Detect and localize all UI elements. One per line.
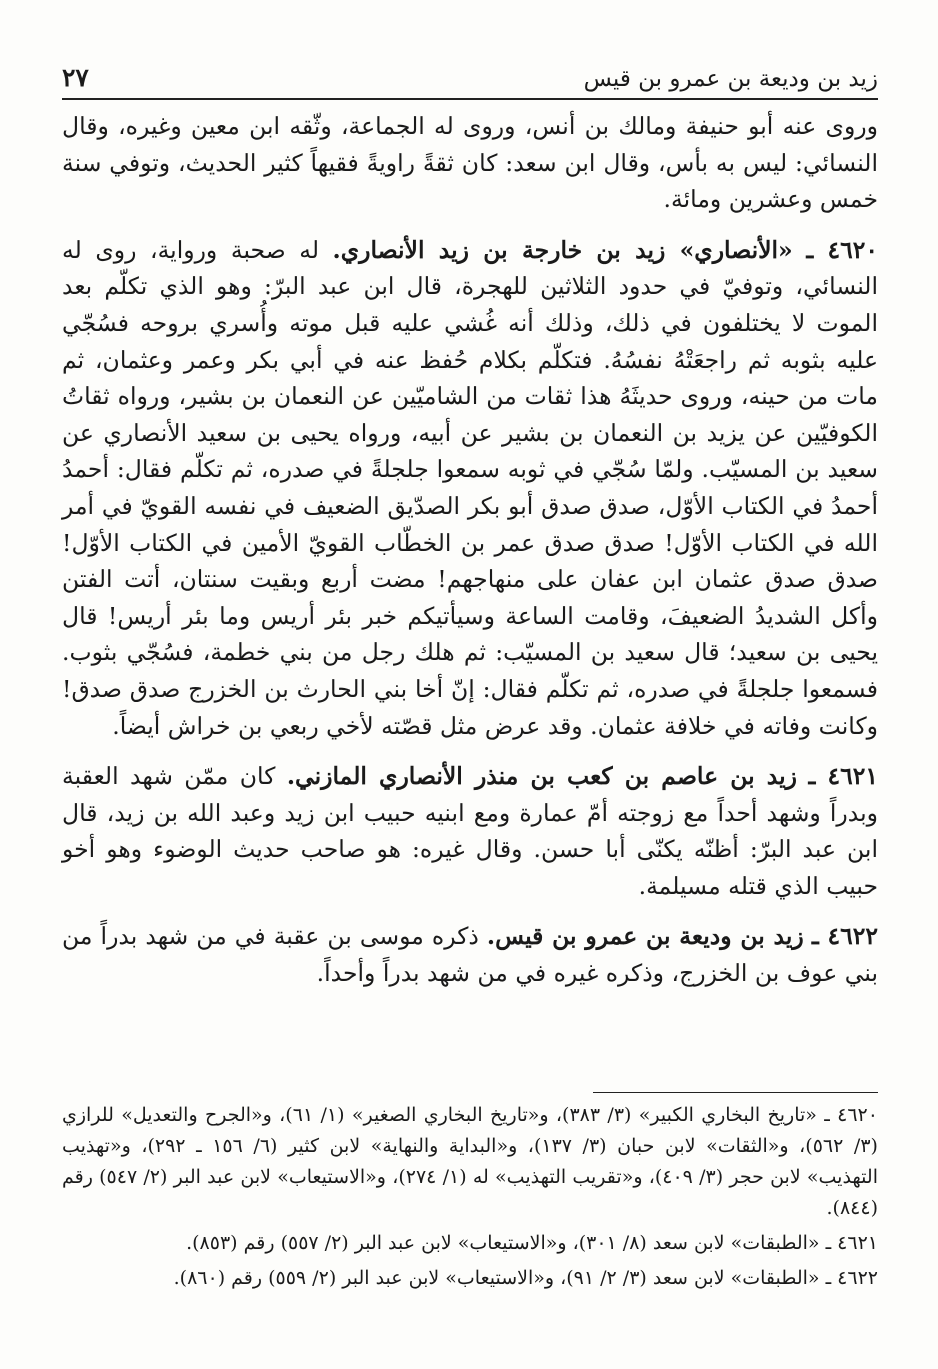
page-header [62, 52, 878, 100]
continuation-paragraph: وروى عنه أبو حنيفة ومالك بن أنس، وروى له الجماعة، وثّقه ابن معين وغيره، وقال النسائي: ليس به بأس، وقال ابن سعد: كان ثقةً راويةً فقيهاً كثير الحديث، وتوفي سنة خمس وعشرين ومائة. [62, 112, 878, 214]
footnote-4620: ٤٦٢٠ ـ «تاريخ البخاري الكبير» (٣/ ٣٨٣)، و«تاريخ البخاري الصغير» (١/ ٦١)، و«الجرح والتعديل» للرازي (٣/ ٥٦٢)، و«الثقات» لابن حبان (٣/ ١٣٧)، و«البداية والنهاية» لابن كثير (٦/ ١٥٦ ـ ٢٩٢)، و«تهذيب التهذيب» لابن حجر (٣/ ٤٠٩)، و«تقريب التهذيب» له (١/ ٢٧٤)، و«الاستيعاب» لابن عبد البر (٢/ ٥٤٧) رقم (٨٤٤). [62, 1104, 878, 1219]
entry-text: له صحبة ورواية، روى له النسائي، وتوفيّ في حدود الثلاثين للهجرة، قال ابن عبد البرّ: وهو الذي تكلّم بعد الموت لا يختلفون في ذلك، وذلك أنه غُشي عليه قبل موته وأُسري بروحه فسُجّي عليه بثوبه ثم راجعَتْهُ نفسُهُ. فتكلّم بكلام حُفظ عنه في أبي بكر وعمر وعثمان، ثم مات من حينه، وروى حديثَهُ هذا ثقات من الشاميّين عن النعمان بن بشير، ورواه ثقاتُ الكوفيّين عن يزيد بن النعمان بن بشير عن أبيه، ورواه يحيى بن سعيد الأنصاري عن سعيد بن المسيّب. ولمّا سُجّي في ثوبه سمعوا جلجلةً في صدره، ثم تكلّم فقال: أحمدُ أحمدُ في الكتاب الأوّل، صدق صدق أبو بكر الصدّيق الضعيف في نفسه القويّ في أمر الله في الكتاب الأوّل! صدق صدق عمر بن الخطّاب القويّ الأمين في الكتاب الأوّل! صدق صدق عثمان ابن عفان على منهاجهم! مضت أربع وبقيت سنتان، أتت الفتن وأكل الشديدُ الضعيفَ، وقامت الساعة وسيأتيكم خبر بئر أريس وما بئر أريس! قال يحيى بن سعيد؛ قال سعيد بن المسيّب: ثم هلك رجل من بني خطمة، فسُجّي بثوب. فسمعوا جلجلةً في صدره، ثم تكلّم فقال: إنّ أخا بني الحارث بن الخزرج صدق صدق! وكانت وفاته في خلافة عثمان. وقد عرض مثل قصّته لأخي ربعي بن خراش أيضاً. [62, 235, 878, 740]
page-number: ٢٧ [62, 63, 89, 92]
entry-name: زيد بن عاصم بن كعب بن منذر الأنصاري المازني. [286, 762, 798, 791]
entry-number: ٤٦٢١ ـ [808, 762, 878, 791]
entry-4622 [62, 918, 878, 991]
footnote-4622: ٤٦٢٢ ـ «الطبقات» لابن سعد (٣/ ٢/ ٩١)، و«الاستيعاب» لابن عبد البر (٢/ ٥٥٩) رقم (٨٦٠). [173, 1267, 878, 1289]
entry-text: ذكره موسى بن عقبة في من شهد بدراً من بني عوف بن الخزرج، وذكره غيره في من شهد بدراً وأحداً. [62, 922, 878, 988]
footnotes [62, 1100, 878, 1298]
running-title: زيد بن وديعة بن عمرو بن قيس [583, 66, 878, 92]
entry-name: زيد بن وديعة بن عمرو بن قيس. [486, 922, 804, 951]
main-text [62, 108, 878, 992]
footnote-4621: ٤٦٢١ ـ «الطبقات» لابن سعد (٨/ ٣٠١)، و«الاستيعاب» لابن عبد البر (٢/ ٥٥٧) رقم (٨٥٣). [186, 1232, 878, 1254]
entry-name: «الأنصاري» زيد بن خارجة بن زيد الأنصاري. [332, 235, 793, 264]
entry-number: ٤٦٢٠ ـ [806, 235, 878, 264]
entry-4620 [62, 232, 878, 744]
entry-4621 [62, 758, 878, 904]
entry-number: ٤٦٢٢ ـ [811, 922, 878, 951]
footnote-divider [593, 1092, 878, 1093]
entry-text: كان ممّن شهد العقبة وبدراً وشهد أحداً مع زوجته أمّ عمارة ومع ابنيه حبيب ابن زيد وعبد الله بن زيد، قال ابن عبد البرّ: أظنّه يكنّى أبا حسن. وقال غيره: هو صاحب حديث الوضوء وهو أخو حبيب الذي قتله مسيلمة. [62, 762, 878, 900]
